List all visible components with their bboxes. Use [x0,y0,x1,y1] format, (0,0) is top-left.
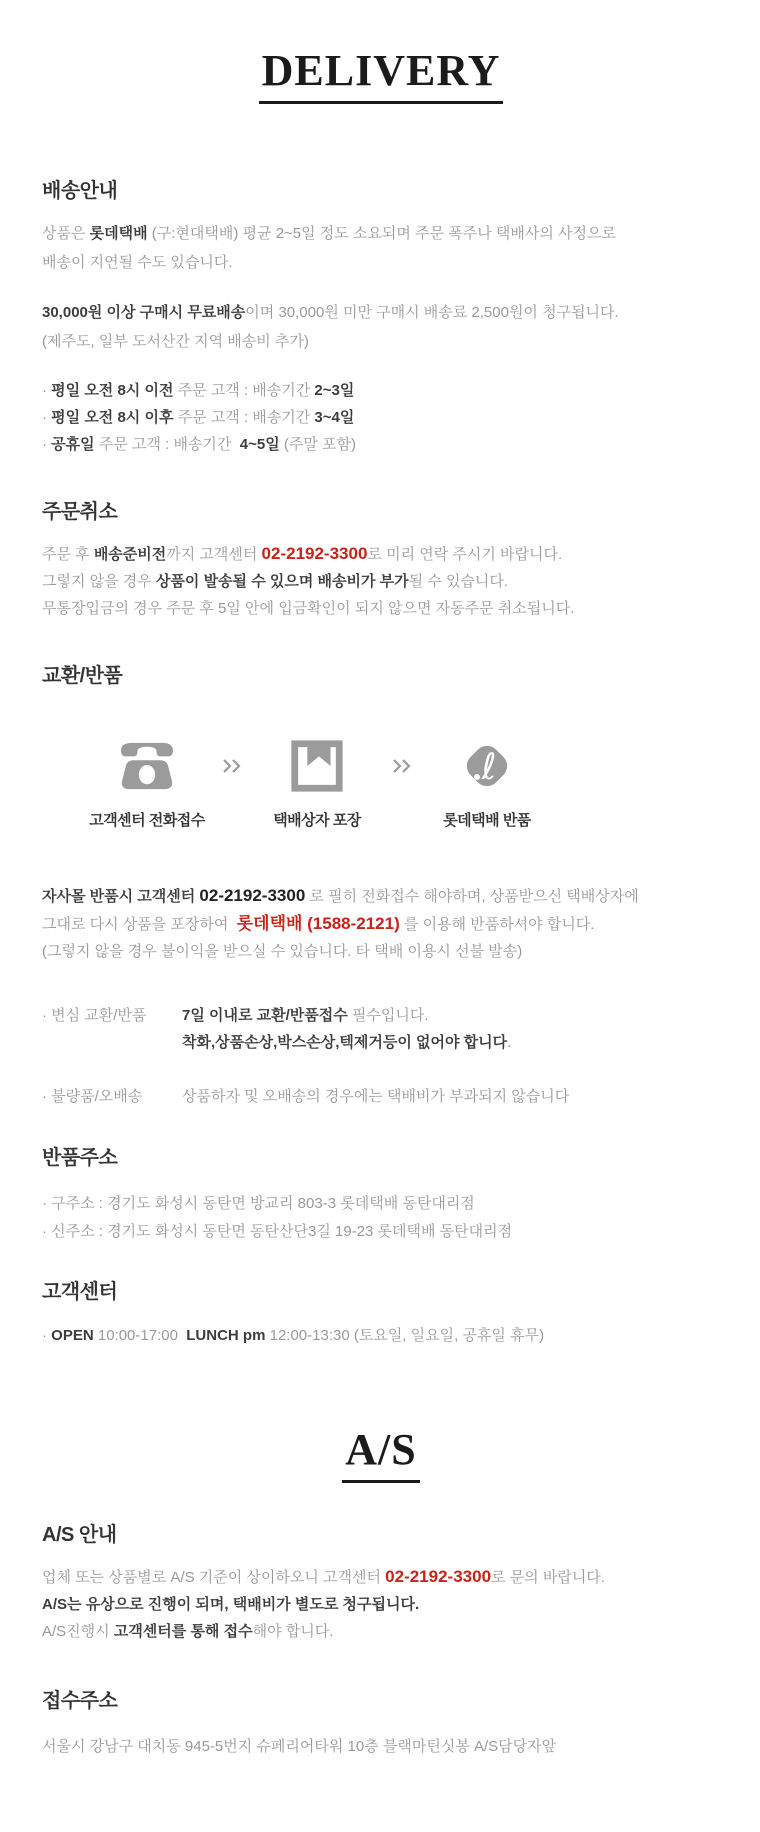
step-label: 고객센터 전화접수 [89,812,205,829]
step-label: 롯데택배 반품 [443,812,531,829]
bullet-line: · 평일 오전 8시 이전 주문 고객 : 배송기간 2~3일 [42,382,355,399]
section-as-info [42,1523,720,1645]
exchange-paragraph [42,882,720,965]
double-chevron-icon [217,732,247,800]
text-line: 착화,상품손상,박스손상,텍제거등이 없어야 합니다. [182,1034,512,1051]
step-pack-box [247,732,387,830]
text-line: 그대로 다시 상품을 포장하여 롯데택배 (1588-2121) 를 이용해 반품하셔야 합니다. [42,914,595,933]
address-line-old: · 구주소 : 경기도 화성시 동탄면 방교리 803-3 롯데택배 동탄대리점 [42,1195,475,1212]
shipping-time-bullets [42,377,720,458]
text-line: 그렇지 않을 경우 상품이 발송될 수 있으며 배송비가 부가될 수 있습니다. [42,573,509,590]
delivery-title-block [42,0,720,104]
shipping-paragraph-2 [42,298,720,356]
step-label: 택배상자 포장 [273,812,361,829]
section-exchange-return [42,664,720,1110]
return-address-list [42,1190,720,1246]
text-line: (그렇지 않을 경우 불이익을 받으실 수 있습니다. 타 택배 이용시 선불 발송) [42,943,523,960]
customer-center-hours [42,1322,720,1349]
return-address-heading: 반품주소 [42,1147,118,1169]
return-process-steps [77,732,720,830]
lotte-logo-icon [455,732,519,800]
bullet-line: · 평일 오전 8시 이후 주문 고객 : 배송기간 3~4일 [42,409,355,426]
text-line: 30,000원 이상 구매시 무료배송이며 30,000원 미만 구매시 배송료 2,500원이 청구됩니다. [42,304,619,321]
text-line: (제주도, 일부 도서산간 지역 배송비 추가) [42,333,309,350]
as-title: A/S [342,1425,419,1483]
condition-label: · 불량품/오배송 [42,1088,143,1105]
section-customer-center [42,1280,720,1349]
text-line: 주문 후 배송준비전까지 고객센터 02-2192-3300로 미리 연락 주시기 바랍니다. [42,544,563,563]
shipping-paragraph-1 [42,219,720,277]
text-line: 업체 또는 상품별로 A/S 기준이 상이하오니 고객센터 02-2192-3300로 문의 바랍니다. [42,1567,605,1586]
phone-icon [118,732,176,800]
parcel-box-icon [288,732,346,800]
section-order-cancel [42,500,720,622]
shipping-heading: 배송안내 [42,180,118,202]
step-call-center [77,732,217,830]
cancel-paragraph [42,540,720,622]
hours-line: · OPEN 10:00-17:00 LUNCH pm 12:00-13:30 (토요일, 일요일, 공휴일 휴무) [42,1327,545,1344]
step-lotte-return [417,732,557,830]
text-line: A/S진행시 고객센터를 통해 접수해야 합니다. [42,1623,334,1640]
section-shipping-info [42,179,720,458]
bullet-line: · 공휴일 주문 고객 : 배송기간 4~5일 (주말 포함) [42,436,356,453]
address-line: 서울시 강남구 대치동 945-5번지 슈페리어타워 10층 블랙마틴싯봉 A/S담당자앞 [42,1738,557,1755]
reception-address [42,1733,720,1761]
text-line: 7일 이내로 교환/반품접수 필수입니다. [182,1007,429,1024]
text-line: 상품은 롯데택배 (구:현대택배) 평균 2~5일 정도 소요되며 주문 폭주나 택배사의 사정으로 [42,225,616,242]
as-title-block [42,1425,720,1483]
delivery-title: DELIVERY [259,46,504,104]
text-line: 무통장입금의 경우 주문 후 5일 안에 입금확인이 되지 않으면 자동주문 취소됩니다. [42,600,575,617]
section-return-address [42,1146,720,1246]
reception-address-heading: 접수주소 [42,1690,118,1712]
text-line: 배송이 지연될 수도 있습니다. [42,254,233,271]
exchange-heading: 교환/반품 [42,665,123,687]
cancel-heading: 주문취소 [42,501,118,523]
svg-text:ℓ: ℓ [481,747,497,788]
section-reception-address [42,1689,720,1761]
text-line: 상품하자 및 오배송의 경우에는 택배비가 부과되지 않습니다 [182,1088,570,1105]
as-info-paragraph [42,1563,720,1645]
as-info-heading: A/S 안내 [42,1524,117,1546]
double-chevron-icon [387,732,417,800]
address-line-new: · 신주소 : 경기도 화성시 동탄면 동탄산단3길 19-23 롯데택배 동탄대리점 [42,1223,513,1240]
text-line: A/S는 유상으로 진행이 되며, 택배비가 별도로 청구됩니다. [42,1596,420,1613]
condition-row-defective [42,1083,720,1110]
customer-center-heading: 고객센터 [42,1281,118,1303]
condition-row-change-of-mind [42,1002,720,1056]
condition-body [182,1002,511,1056]
condition-body [182,1083,569,1110]
text-line: 자사몰 반품시 고객센터 02-2192-3300 로 필히 전화접수 해야하며, 상품받으신 택배상자에 [42,886,639,905]
condition-label: · 변심 교환/반품 [42,1007,147,1024]
